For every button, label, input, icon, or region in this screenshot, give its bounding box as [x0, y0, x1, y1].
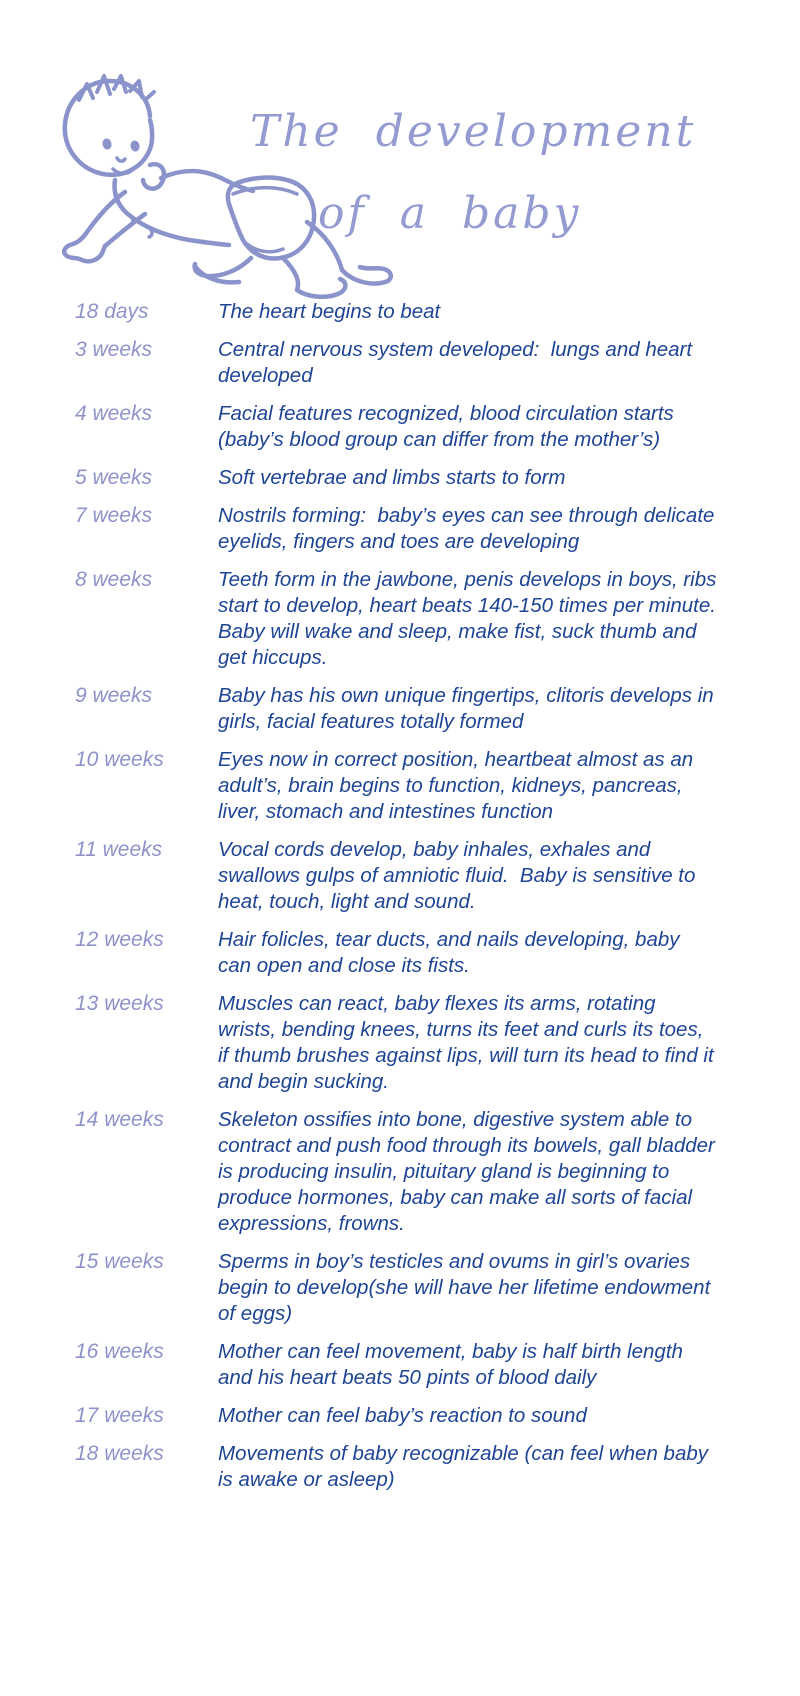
- baby-rear-leg-foot: [283, 258, 345, 297]
- timeline-time-label: 11 weeks: [75, 838, 163, 861]
- header: [0, 0, 800, 300]
- timeline-time-label: 16 weeks: [75, 1340, 164, 1363]
- timeline-entry: [75, 337, 735, 389]
- timeline-entry: [75, 503, 735, 555]
- timeline-entry: [75, 465, 735, 491]
- timeline-description: Teeth form in the jawbone, penis develops in boys, ribs start to develop, heart beats 140-150 times per minute. Baby will wake and sleep, make fist, suck thumb and get hiccups.: [218, 568, 728, 669]
- timeline-entry: [75, 991, 735, 1095]
- timeline-description: Facial features recognized, blood circulation starts (baby’s blood group can differ from the mother’s): [218, 402, 680, 451]
- timeline-entry: [75, 1339, 735, 1391]
- timeline-entry: [75, 837, 735, 915]
- timeline-time-label: 10 weeks: [75, 748, 164, 771]
- timeline-time-label: 3 weeks: [75, 338, 153, 361]
- timeline-entry: [75, 1403, 735, 1429]
- timeline-entry: [75, 1107, 735, 1237]
- timeline-description: Vocal cords develop, baby inhales, exhales and swallows gulps of amniotic fluid. Baby is sensitive to heat, touch, light and sound.: [218, 838, 702, 913]
- timeline-time-label: 14 weeks: [75, 1108, 164, 1131]
- timeline-description: Mother can feel baby’s reaction to sound: [218, 1404, 587, 1427]
- development-timeline-list: [75, 299, 735, 1505]
- timeline-entry: [75, 299, 735, 325]
- timeline-description: Central nervous system developed: lungs and heart developed: [218, 338, 698, 387]
- baby-nose: [117, 158, 125, 161]
- timeline-entry: [75, 567, 735, 671]
- timeline-entry: [75, 683, 735, 735]
- timeline-time-label: 9 weeks: [75, 684, 153, 707]
- page-title-line-2: of a baby: [318, 188, 582, 239]
- timeline-description: Baby has his own unique fingertips, clitoris develops in girls, facial features totally formed: [218, 684, 720, 733]
- timeline-time-label: 8 weeks: [75, 568, 153, 591]
- timeline-entry: [75, 927, 735, 979]
- baby-belly-line: [115, 180, 229, 245]
- timeline-entry: [75, 401, 735, 453]
- page-title-line-1: The development: [250, 106, 697, 157]
- timeline-description: Movements of baby recognizable (can feel when baby is awake or asleep): [218, 1442, 714, 1491]
- timeline-time-label: 18 weeks: [75, 1442, 164, 1465]
- timeline-time-label: 13 weeks: [75, 992, 164, 1015]
- timeline-description: Eyes now in correct position, heartbeat almost as an adult’s, brain begins to function, kidneys, pancreas, liver, stomach and intestines function: [218, 748, 699, 823]
- baby-front-arm-inner: [105, 214, 145, 246]
- timeline-description: Sperms in boy’s testicles and ovums in girl’s ovaries begin to develop(she will have her lifetime endowment of eggs): [218, 1250, 716, 1325]
- timeline-time-label: 5 weeks: [75, 466, 153, 489]
- timeline-description: Muscles can react, baby flexes its arms, rotating wrists, bending knees, turns its feet and curls its toes, if thumb brushes against lips, will turn its head to find it and begin sucking.: [218, 992, 720, 1093]
- timeline-time-label: 7 weeks: [75, 504, 153, 527]
- timeline-entry: [75, 1249, 735, 1327]
- timeline-description: Soft vertebrae and limbs starts to form: [218, 466, 566, 489]
- baby-eye-right: [129, 140, 140, 153]
- baby-hand: [64, 244, 105, 261]
- timeline-entry: [75, 747, 735, 825]
- timeline-time-label: 15 weeks: [75, 1250, 164, 1273]
- timeline-description: Mother can feel movement, baby is half birth length and his heart beats 50 pints of blood daily: [218, 1340, 689, 1389]
- timeline-description: The heart begins to beat: [218, 300, 441, 323]
- baby-eye-left: [101, 138, 112, 151]
- timeline-time-label: 17 weeks: [75, 1404, 164, 1427]
- timeline-time-label: 4 weeks: [75, 402, 153, 425]
- timeline-time-label: 12 weeks: [75, 928, 164, 951]
- timeline-entry: [75, 1441, 735, 1493]
- timeline-description: Skeleton ossifies into bone, digestive system able to contract and push food through its bowels, gall bladder is producing insulin, pituitary gland is beginning to produce hormones, baby can make all sorts of facial expressions, frowns.: [218, 1108, 721, 1235]
- timeline-description: Nostrils forming: baby’s eyes can see through delicate eyelids, fingers and toes are developing: [218, 504, 721, 553]
- baby-extended-foot: [342, 267, 391, 284]
- timeline-time-label: 18 days: [75, 300, 149, 323]
- timeline-description: Hair folicles, tear ducts, and nails developing, baby can open and close its fists.: [218, 928, 686, 977]
